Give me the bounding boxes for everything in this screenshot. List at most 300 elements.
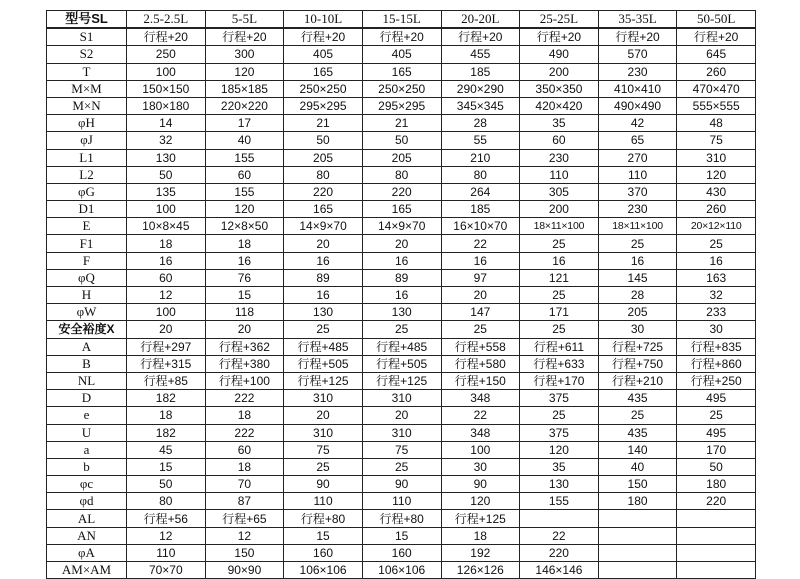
table-cell: 200 [520, 63, 599, 80]
table-cell: 40 [598, 458, 677, 475]
table-cell: 50 [127, 476, 206, 493]
table-cell: 20 [362, 407, 441, 424]
table-row [47, 458, 756, 475]
table-cell: 28 [598, 287, 677, 304]
spec-table [46, 10, 756, 579]
table-cell: 14×9×70 [362, 218, 441, 235]
table-cell: 305 [520, 183, 599, 200]
table-cell: 220 [677, 493, 756, 510]
row-label: L2 [47, 166, 127, 183]
table-cell: 90 [441, 476, 520, 493]
table-cell: 163 [677, 269, 756, 286]
table-cell: 435 [598, 390, 677, 407]
table-cell: 230 [598, 201, 677, 218]
table-cell: 16 [284, 287, 363, 304]
table-cell: 22 [441, 407, 520, 424]
table-cell: 75 [284, 441, 363, 458]
table-cell: 行程+80 [362, 510, 441, 527]
table-row [47, 132, 756, 149]
table-cell: 16 [127, 252, 206, 269]
table-cell: 行程+611 [520, 338, 599, 355]
table-cell: 250×250 [284, 80, 363, 97]
header-row [47, 11, 756, 29]
table-cell: 25 [520, 407, 599, 424]
table-cell: 行程+80 [284, 510, 363, 527]
table-cell: 345×345 [441, 97, 520, 114]
row-label: φA [47, 544, 127, 561]
table-cell: 行程+20 [127, 28, 206, 46]
table-cell [598, 562, 677, 579]
table-cell: 32 [677, 287, 756, 304]
table-cell: 42 [598, 115, 677, 132]
table-cell: 28 [441, 115, 520, 132]
table-cell: 290×290 [441, 80, 520, 97]
table-body [47, 28, 756, 579]
table-cell: 87 [205, 493, 284, 510]
table-cell: 50 [677, 458, 756, 475]
table-cell: 14×9×70 [284, 218, 363, 235]
table-cell: 170 [677, 441, 756, 458]
table-cell: 12 [205, 527, 284, 544]
table-row [47, 562, 756, 579]
table-cell: 348 [441, 424, 520, 441]
table-cell: 165 [284, 201, 363, 218]
table-cell: 420×420 [520, 97, 599, 114]
table-cell: 20 [284, 235, 363, 252]
table-cell: 121 [520, 269, 599, 286]
row-label: AN [47, 527, 127, 544]
table-cell: 15 [127, 458, 206, 475]
table-cell: 130 [127, 149, 206, 166]
table-cell: 97 [441, 269, 520, 286]
table-row [47, 287, 756, 304]
table-cell [520, 510, 599, 527]
table-cell: 110 [362, 493, 441, 510]
table-row [47, 304, 756, 321]
table-cell: 118 [205, 304, 284, 321]
table-cell: 40 [205, 132, 284, 149]
table-row [47, 201, 756, 218]
table-cell: 50 [127, 166, 206, 183]
row-label: 安全裕度X [47, 321, 127, 338]
table-cell: 110 [598, 166, 677, 183]
table-cell: 行程+125 [441, 510, 520, 527]
table-cell: 18 [441, 527, 520, 544]
row-label: a [47, 441, 127, 458]
table-cell: 200 [520, 201, 599, 218]
table-cell: 行程+380 [205, 355, 284, 372]
table-cell: 155 [520, 493, 599, 510]
table-cell: 222 [205, 390, 284, 407]
table-cell: 行程+505 [362, 355, 441, 372]
table-row [47, 527, 756, 544]
table-cell: 行程+85 [127, 372, 206, 389]
table-cell: 90 [284, 476, 363, 493]
table-cell: 250 [127, 46, 206, 63]
table-cell [598, 527, 677, 544]
table-cell: 106×106 [362, 562, 441, 579]
table-cell: 130 [520, 476, 599, 493]
table-cell: 205 [598, 304, 677, 321]
table-cell: 行程+20 [362, 28, 441, 46]
table-row [47, 46, 756, 63]
table-cell: 490×490 [598, 97, 677, 114]
table-cell: 185×185 [205, 80, 284, 97]
table-cell: 135 [127, 183, 206, 200]
table-cell: 18 [205, 458, 284, 475]
row-label: L1 [47, 149, 127, 166]
table-cell: 222 [205, 424, 284, 441]
table-cell: 60 [127, 269, 206, 286]
table-cell: 35 [520, 115, 599, 132]
table-cell: 180×180 [127, 97, 206, 114]
table-cell: 120 [520, 441, 599, 458]
table-cell: 48 [677, 115, 756, 132]
table-row [47, 441, 756, 458]
table-cell: 25 [520, 321, 599, 338]
table-cell: 205 [284, 149, 363, 166]
table-row [47, 218, 756, 235]
table-cell: 行程+56 [127, 510, 206, 527]
table-cell: 180 [598, 493, 677, 510]
table-cell: 70×70 [127, 562, 206, 579]
row-label: φJ [47, 132, 127, 149]
table-cell: 370 [598, 183, 677, 200]
table-cell: 25 [362, 458, 441, 475]
table-cell: 行程+250 [677, 372, 756, 389]
table-cell: 205 [362, 149, 441, 166]
row-label: S2 [47, 46, 127, 63]
table-cell: 192 [441, 544, 520, 561]
table-cell: 15 [362, 527, 441, 544]
table-cell: 32 [127, 132, 206, 149]
table-row [47, 476, 756, 493]
row-label: D [47, 390, 127, 407]
table-cell: 490 [520, 46, 599, 63]
table-cell: 18 [205, 407, 284, 424]
table-cell: 16 [284, 252, 363, 269]
table-cell: 12 [127, 527, 206, 544]
row-label: e [47, 407, 127, 424]
table-cell: 行程+20 [677, 28, 756, 46]
table-cell: 295×295 [284, 97, 363, 114]
table-cell: 50 [362, 132, 441, 149]
table-cell: 16 [598, 252, 677, 269]
table-cell: 25 [598, 407, 677, 424]
table-cell: 35 [520, 458, 599, 475]
table-row [47, 28, 756, 46]
table-cell: 495 [677, 390, 756, 407]
table-cell: 310 [677, 149, 756, 166]
table-cell: 20 [127, 321, 206, 338]
table-cell: 行程+750 [598, 355, 677, 372]
table-cell: 行程+125 [284, 372, 363, 389]
table-cell: 行程+315 [127, 355, 206, 372]
column-header: 25-25L [520, 11, 599, 29]
table-row [47, 510, 756, 527]
table-row [47, 372, 756, 389]
table-cell [677, 544, 756, 561]
table-row [47, 269, 756, 286]
table-cell: 行程+485 [362, 338, 441, 355]
column-header: 50-50L [677, 11, 756, 29]
row-label: M×N [47, 97, 127, 114]
table-row [47, 390, 756, 407]
table-cell: 16 [520, 252, 599, 269]
row-label: T [47, 63, 127, 80]
table-cell: 行程+580 [441, 355, 520, 372]
row-label: B [47, 355, 127, 372]
table-cell: 120 [205, 201, 284, 218]
row-label: φc [47, 476, 127, 493]
table-row [47, 115, 756, 132]
table-cell: 16 [362, 287, 441, 304]
table-cell: 555×555 [677, 97, 756, 114]
column-header: 5-5L [205, 11, 284, 29]
table-cell: 430 [677, 183, 756, 200]
table-cell: 15 [284, 527, 363, 544]
table-cell: 22 [441, 235, 520, 252]
row-label: φH [47, 115, 127, 132]
table-cell: 171 [520, 304, 599, 321]
table-row [47, 97, 756, 114]
table-cell: 17 [205, 115, 284, 132]
table-cell: 10×8×45 [127, 218, 206, 235]
table-cell: 18 [127, 407, 206, 424]
table-cell: 645 [677, 46, 756, 63]
table-row [47, 493, 756, 510]
table-cell: 16 [205, 252, 284, 269]
table-cell: 21 [362, 115, 441, 132]
table-cell: 25 [677, 407, 756, 424]
table-cell: 220 [362, 183, 441, 200]
table-cell: 155 [205, 183, 284, 200]
table-cell: 100 [127, 201, 206, 218]
table-cell: 行程+20 [205, 28, 284, 46]
table-cell: 110 [520, 166, 599, 183]
table-cell: 165 [284, 63, 363, 80]
table-cell: 15 [205, 287, 284, 304]
table-cell: 160 [362, 544, 441, 561]
table-cell: 165 [362, 201, 441, 218]
row-label: φd [47, 493, 127, 510]
table-cell [598, 510, 677, 527]
table-cell: 行程+835 [677, 338, 756, 355]
table-cell: 20×12×110 [677, 218, 756, 235]
row-label: A [47, 338, 127, 355]
table-cell: 行程+297 [127, 338, 206, 355]
table-cell: 25 [362, 321, 441, 338]
table-row [47, 407, 756, 424]
table-cell: 行程+505 [284, 355, 363, 372]
row-label: φW [47, 304, 127, 321]
table-cell: 120 [677, 166, 756, 183]
table-cell: 25 [441, 321, 520, 338]
table-cell: 570 [598, 46, 677, 63]
table-cell: 18×11×100 [598, 218, 677, 235]
table-cell: 435 [598, 424, 677, 441]
table-cell: 110 [284, 493, 363, 510]
table-cell: 145 [598, 269, 677, 286]
table-row [47, 355, 756, 372]
table-cell: 375 [520, 424, 599, 441]
table-cell: 455 [441, 46, 520, 63]
column-header: 2.5-2.5L [127, 11, 206, 29]
table-cell: 30 [677, 321, 756, 338]
table-cell: 150 [598, 476, 677, 493]
table-cell: 180 [677, 476, 756, 493]
table-cell: 16 [362, 252, 441, 269]
row-label: S1 [47, 28, 127, 46]
table-cell: 行程+125 [362, 372, 441, 389]
table-cell: 20 [284, 407, 363, 424]
table-row [47, 252, 756, 269]
table-cell: 22 [520, 527, 599, 544]
column-header: 10-10L [284, 11, 363, 29]
column-header: 20-20L [441, 11, 520, 29]
table-cell: 行程+860 [677, 355, 756, 372]
model-corner-header: 型号SL [47, 11, 127, 29]
table-cell: 20 [205, 321, 284, 338]
table-cell: 55 [441, 132, 520, 149]
table-cell: 75 [677, 132, 756, 149]
table-cell: 470×470 [677, 80, 756, 97]
table-row [47, 166, 756, 183]
table-cell: 行程+65 [205, 510, 284, 527]
table-cell: 21 [284, 115, 363, 132]
table-cell: 150×150 [127, 80, 206, 97]
table-cell: 25 [598, 235, 677, 252]
table-cell: 130 [362, 304, 441, 321]
column-header: 15-15L [362, 11, 441, 29]
table-cell: 75 [362, 441, 441, 458]
table-cell: 100 [127, 63, 206, 80]
table-cell: 410×410 [598, 80, 677, 97]
table-cell: 12×8×50 [205, 218, 284, 235]
table-cell: 行程+210 [598, 372, 677, 389]
table-cell: 行程+725 [598, 338, 677, 355]
table-cell: 行程+20 [441, 28, 520, 46]
row-label: b [47, 458, 127, 475]
table-cell: 45 [127, 441, 206, 458]
table-cell: 25 [520, 235, 599, 252]
table-cell: 行程+558 [441, 338, 520, 355]
table-cell: 80 [441, 166, 520, 183]
table-cell: 14 [127, 115, 206, 132]
table-cell: 310 [362, 390, 441, 407]
table-cell: 30 [598, 321, 677, 338]
table-cell: 233 [677, 304, 756, 321]
table-cell: 行程+362 [205, 338, 284, 355]
table-cell: 146×146 [520, 562, 599, 579]
table-cell: 70 [205, 476, 284, 493]
table-cell: 20 [441, 287, 520, 304]
table-cell: 140 [598, 441, 677, 458]
row-label: φG [47, 183, 127, 200]
table-cell: 182 [127, 390, 206, 407]
table-row [47, 183, 756, 200]
table-cell: 行程+20 [520, 28, 599, 46]
table-cell: 16 [441, 252, 520, 269]
table-cell: 16×10×70 [441, 218, 520, 235]
table-cell: 300 [205, 46, 284, 63]
table-cell: 310 [284, 424, 363, 441]
table-cell: 130 [284, 304, 363, 321]
table-cell: 100 [441, 441, 520, 458]
table-cell: 375 [520, 390, 599, 407]
table-cell: 89 [284, 269, 363, 286]
table-cell: 220 [520, 544, 599, 561]
table-cell: 120 [441, 493, 520, 510]
table-cell: 25 [284, 321, 363, 338]
table-cell: 260 [677, 201, 756, 218]
table-cell: 行程+150 [441, 372, 520, 389]
table-cell: 100 [127, 304, 206, 321]
table-cell: 185 [441, 201, 520, 218]
table-cell: 18×11×100 [520, 218, 599, 235]
table-cell: 220×220 [205, 97, 284, 114]
table-cell: 405 [284, 46, 363, 63]
table-cell: 230 [520, 149, 599, 166]
column-header: 35-35L [598, 11, 677, 29]
table-cell: 350×350 [520, 80, 599, 97]
table-cell: 18 [205, 235, 284, 252]
table-cell: 126×126 [441, 562, 520, 579]
table-cell: 185 [441, 63, 520, 80]
table-cell: 80 [127, 493, 206, 510]
table-row [47, 235, 756, 252]
table-cell: 60 [520, 132, 599, 149]
table-row [47, 321, 756, 338]
row-label: M×M [47, 80, 127, 97]
table-cell: 495 [677, 424, 756, 441]
table-cell: 310 [284, 390, 363, 407]
row-label: AL [47, 510, 127, 527]
table-cell: 348 [441, 390, 520, 407]
table-cell: 120 [205, 63, 284, 80]
table-cell: 250×250 [362, 80, 441, 97]
table-row [47, 63, 756, 80]
table-row [47, 424, 756, 441]
row-label: H [47, 287, 127, 304]
table-cell: 76 [205, 269, 284, 286]
row-label: NL [47, 372, 127, 389]
table-cell [598, 544, 677, 561]
table-cell: 106×106 [284, 562, 363, 579]
table-cell: 90×90 [205, 562, 284, 579]
table-cell: 行程+633 [520, 355, 599, 372]
row-label: F [47, 252, 127, 269]
table-cell: 155 [205, 149, 284, 166]
row-label: AM×AM [47, 562, 127, 579]
table-cell: 行程+170 [520, 372, 599, 389]
table-cell: 25 [677, 235, 756, 252]
table-cell: 260 [677, 63, 756, 80]
row-label: U [47, 424, 127, 441]
table-cell: 165 [362, 63, 441, 80]
table-cell: 20 [362, 235, 441, 252]
table-cell: 264 [441, 183, 520, 200]
row-label: D1 [47, 201, 127, 218]
table-cell: 65 [598, 132, 677, 149]
table-cell: 182 [127, 424, 206, 441]
table-cell: 30 [441, 458, 520, 475]
table-cell: 220 [284, 183, 363, 200]
table-row [47, 544, 756, 561]
table-cell: 60 [205, 441, 284, 458]
table-cell: 230 [598, 63, 677, 80]
table-cell: 行程+100 [205, 372, 284, 389]
